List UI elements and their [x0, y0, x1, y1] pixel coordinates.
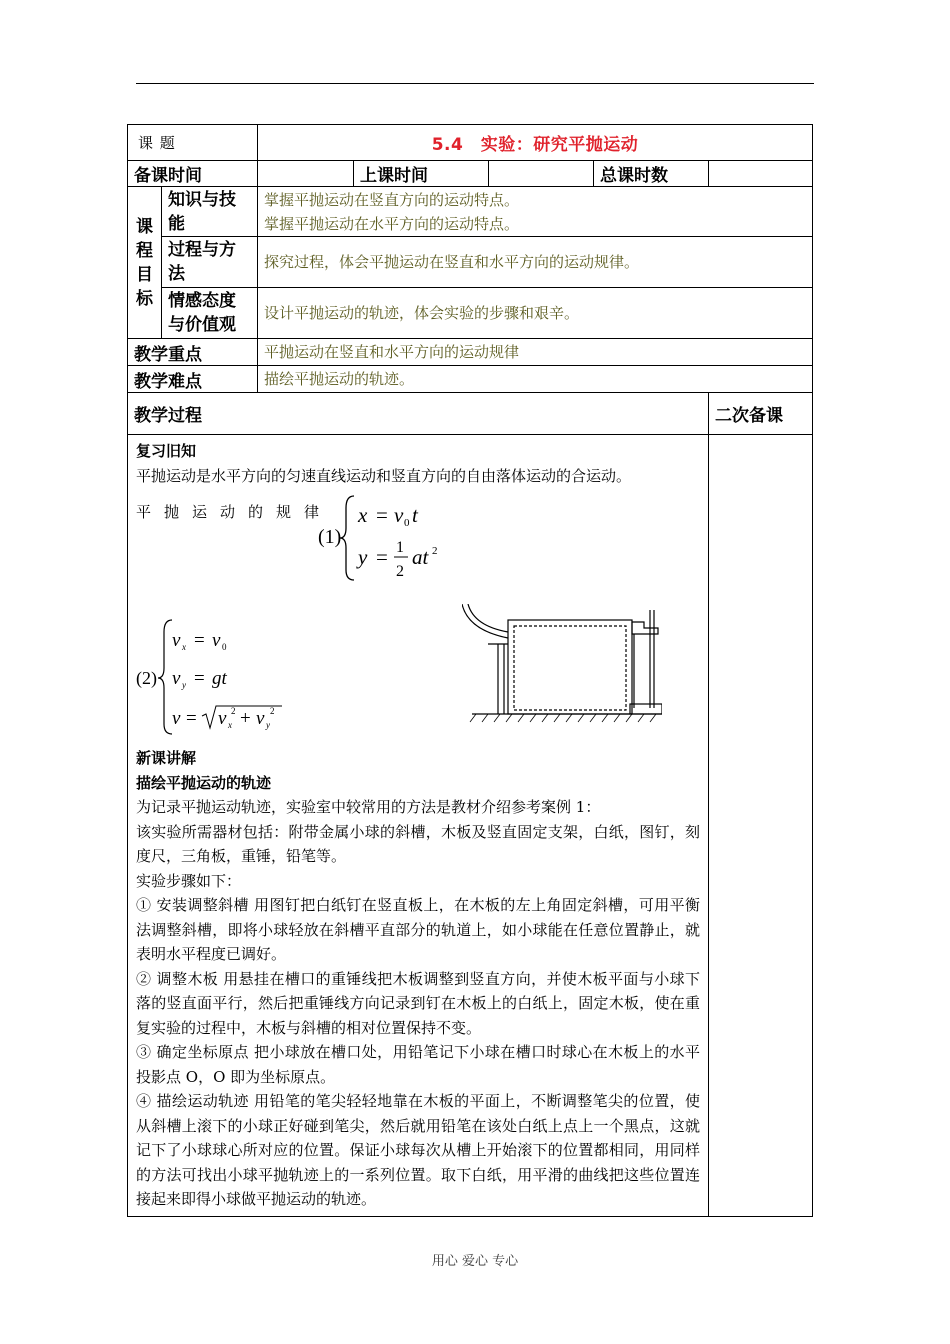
goals-label: [128, 187, 162, 339]
eq2-line3: 2: [231, 706, 236, 716]
goal-line: 探究过程，体会平抛运动在竖直和水平方向的运动规律。: [264, 253, 640, 271]
equation-2: [136, 612, 296, 742]
eq1-line2: 2: [432, 545, 438, 557]
eq1-line2: at: [412, 545, 429, 569]
review-heading: 复习旧知: [136, 442, 197, 460]
eq2-line3: v: [256, 708, 265, 729]
prep-time-value: [258, 161, 354, 187]
goal-line: 掌握平抛运动在竖直方向的运动特点。: [264, 190, 520, 209]
goal-process-text: [258, 237, 813, 288]
eq2-line3: y: [266, 720, 270, 730]
new-lesson-heading: 新课讲解: [136, 749, 197, 767]
eq1-line2: 2: [396, 563, 404, 580]
eq1-line1: x: [358, 503, 368, 527]
review-text: 平抛运动是水平方向的匀速直线运动和竖直方向的自由落体运动的合运动。: [136, 466, 632, 485]
lesson-plan-table: [127, 124, 813, 1217]
board: [508, 620, 632, 714]
header-rule: [136, 83, 814, 84]
key-point-label: 教学重点: [128, 339, 258, 366]
goals-label-char: 课: [136, 216, 153, 237]
eq2-line1: =: [194, 630, 205, 651]
eq2-line1: 0: [222, 642, 227, 652]
eq2-tag: (2): [136, 668, 157, 688]
paragraph: ① 安装调整斜槽 用图钉把白纸钉在竖直板上，在木板的左上角固定斜槽，可用平衡法调整斜槽，即将小球轻放在斜槽平直部分的轨道上，如小球能在任意位置静止，就表明水平程度已调好。: [136, 896, 700, 963]
eq1-line2: =: [376, 545, 388, 569]
second-prep-label: 二次备课: [709, 393, 813, 435]
eq2-line3: 2: [270, 706, 275, 716]
chute-curve-inner: [468, 604, 508, 632]
eq2-line3: +: [240, 708, 251, 729]
eq2-line3: v: [218, 708, 227, 729]
difficulty-text: 描绘平抛运动的轨迹。: [258, 366, 813, 393]
second-prep-cell: [709, 435, 813, 1217]
trajectory-heading: 描绘平抛运动的轨迹: [136, 773, 272, 792]
paragraph: ④ 描绘运动轨迹 用铅笔的笔尖轻轻地靠在木板的平面上，不断调整笔尖的位置，使从斜槽上滚下的小球正好碰到笔尖，然后就用铅笔在该处白纸上点上一个黑点，这就记下了小球球心所对应的位置。保证小球每次从槽上开始滚下的位置都相同，用同样的方法可找出小球平抛轨迹上的一系列位置。取下白纸，用平滑的曲线把这些位置连接起来即得小球做平抛运动的轨迹。: [136, 1092, 700, 1208]
eq1-line2: y: [358, 545, 368, 569]
floor-hatch: [470, 714, 656, 722]
page-footer: 用心 爱心 专心: [431, 1254, 519, 1269]
equation-1: [318, 488, 458, 588]
goal-attitude-label: 情感态度与价值观: [162, 288, 258, 339]
eq2-line1: v: [212, 630, 221, 651]
process-label: 教学过程: [128, 393, 709, 435]
total-hours-label: 总课时数: [594, 161, 709, 187]
eq2-line2: y: [182, 680, 186, 690]
apparatus-diagram: [462, 604, 662, 734]
goal-attitude-text: [258, 288, 813, 339]
paragraph: ③ 确定坐标原点 把小球放在槽口处，用铅笔记下小球在槽口时球心在木板上的水平投影点 O，O 即为坐标原点。: [136, 1043, 700, 1086]
eq1-line1: 0: [404, 517, 410, 529]
goal-line: 掌握平抛运动在水平方向的运动特点。: [264, 214, 520, 233]
goal-knowledge-text: [258, 187, 813, 237]
total-hours-value: [709, 161, 813, 187]
rule-label: 平抛运动的规律: [136, 503, 333, 521]
lesson-title: 5.4 实验：研究平抛运动: [258, 125, 813, 161]
eq2-line1: v: [172, 630, 181, 651]
paragraph: 该实验所需器材包括：附带金属小球的斜槽，木板及竖直固定支架，白纸，图钉，刻度尺，三角板，重锤，铅笔等。: [136, 822, 700, 865]
prep-time-label: 备课时间: [128, 161, 258, 187]
formula-block: [136, 488, 700, 746]
paragraph: ② 调整木板 用悬挂在槽口的重锤线把木板调整到竖直方向，并使木板平面与小球下落的竖直面平行，然后把重锤线方向记录到钉在木板上的白纸上，固定木板，使在重复实验的过程中，木板与斜槽的相对位置保持不变。: [136, 969, 700, 1037]
eq2-line2: =: [194, 668, 205, 689]
class-time-label: 上课时间: [354, 161, 489, 187]
eq2-line2: v: [172, 668, 181, 689]
eq2-line2: gt: [212, 668, 227, 689]
topic-label: 课 题: [128, 125, 258, 161]
eq2-line3: =: [186, 708, 197, 729]
eq2-line3: x: [228, 720, 232, 730]
key-point-text: 平抛运动在竖直和水平方向的运动规律: [258, 339, 813, 366]
goals-label-char: 标: [136, 288, 153, 309]
difficulty-label: 教学难点: [128, 366, 258, 393]
process-content: [128, 435, 709, 1217]
goals-label-char: 目: [136, 264, 153, 285]
paragraph: 实验步骤如下：: [136, 871, 242, 890]
eq2-brace: [158, 620, 172, 734]
goal-process-label: 过程与方法: [162, 237, 258, 288]
eq2-line3: v: [172, 708, 181, 729]
eq1-line1: v: [394, 503, 404, 527]
eq1-line1: t: [412, 503, 418, 527]
goal-knowledge-label: 知识与技能: [162, 187, 258, 237]
eq1-tag: (1): [318, 526, 342, 548]
eq2-line1: x: [182, 642, 186, 652]
paragraph: 为记录平抛运动轨迹，实验室中较常用的方法是教材介绍参考案例 1：: [136, 798, 601, 816]
class-time-value: [489, 161, 594, 187]
chute-curve: [462, 604, 508, 638]
stand-base: [630, 704, 662, 714]
eq1-line1: =: [376, 503, 388, 527]
eq1-line2: 1: [396, 539, 404, 556]
paper-sheet: [514, 626, 626, 710]
eq1-brace: [340, 496, 354, 580]
goals-label-char: 程: [136, 240, 153, 261]
goal-line: 设计平抛运动的轨迹，体会实验的步骤和艰辛。: [264, 304, 580, 322]
